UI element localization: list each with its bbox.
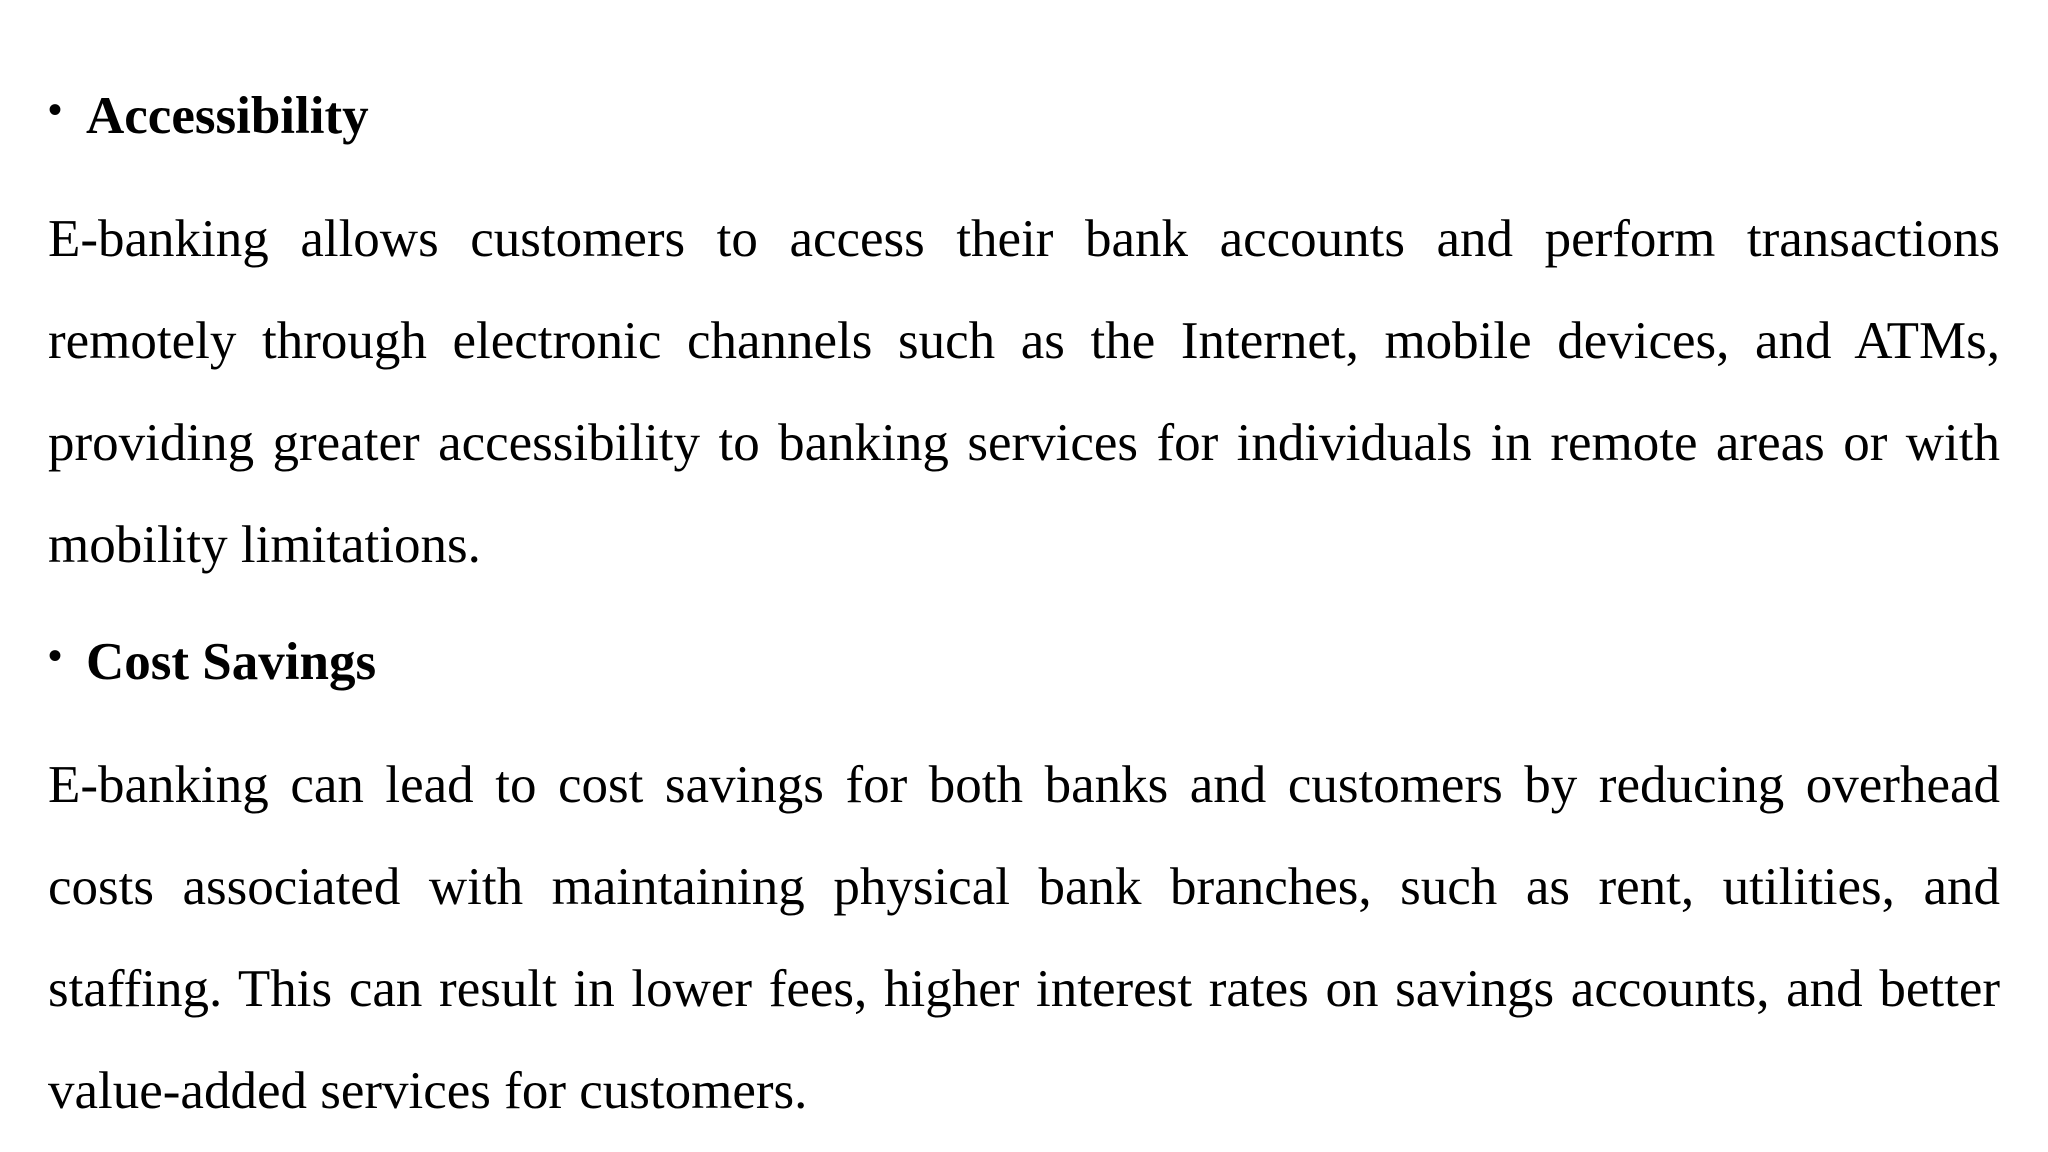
section-paragraph: E-banking allows customers to access their bank accounts and perform transactions remotely through electronic channels such as the Internet, mobile devices, and ATMs, providing greater accessibility to banking services for individuals in remote areas or with mobility limitations. bbox=[48, 210, 2000, 574]
section-paragraph: E-banking can lead to cost savings for both banks and customers by reducing overhead costs associated with maintaining physical bank branches, such as rent, utilities, and staffing. This can result in lower fees, higher interest rates on savings accounts, and better value-added services for customers. bbox=[48, 756, 2000, 1120]
section-heading-text: Accessibility bbox=[86, 87, 369, 145]
bullet-icon: • bbox=[48, 87, 63, 132]
section-heading-text: Cost Savings bbox=[86, 633, 377, 691]
section-heading bbox=[48, 632, 376, 696]
section-heading bbox=[48, 86, 369, 150]
bullet-icon: • bbox=[48, 633, 63, 678]
document-content bbox=[48, 0, 2000, 1152]
